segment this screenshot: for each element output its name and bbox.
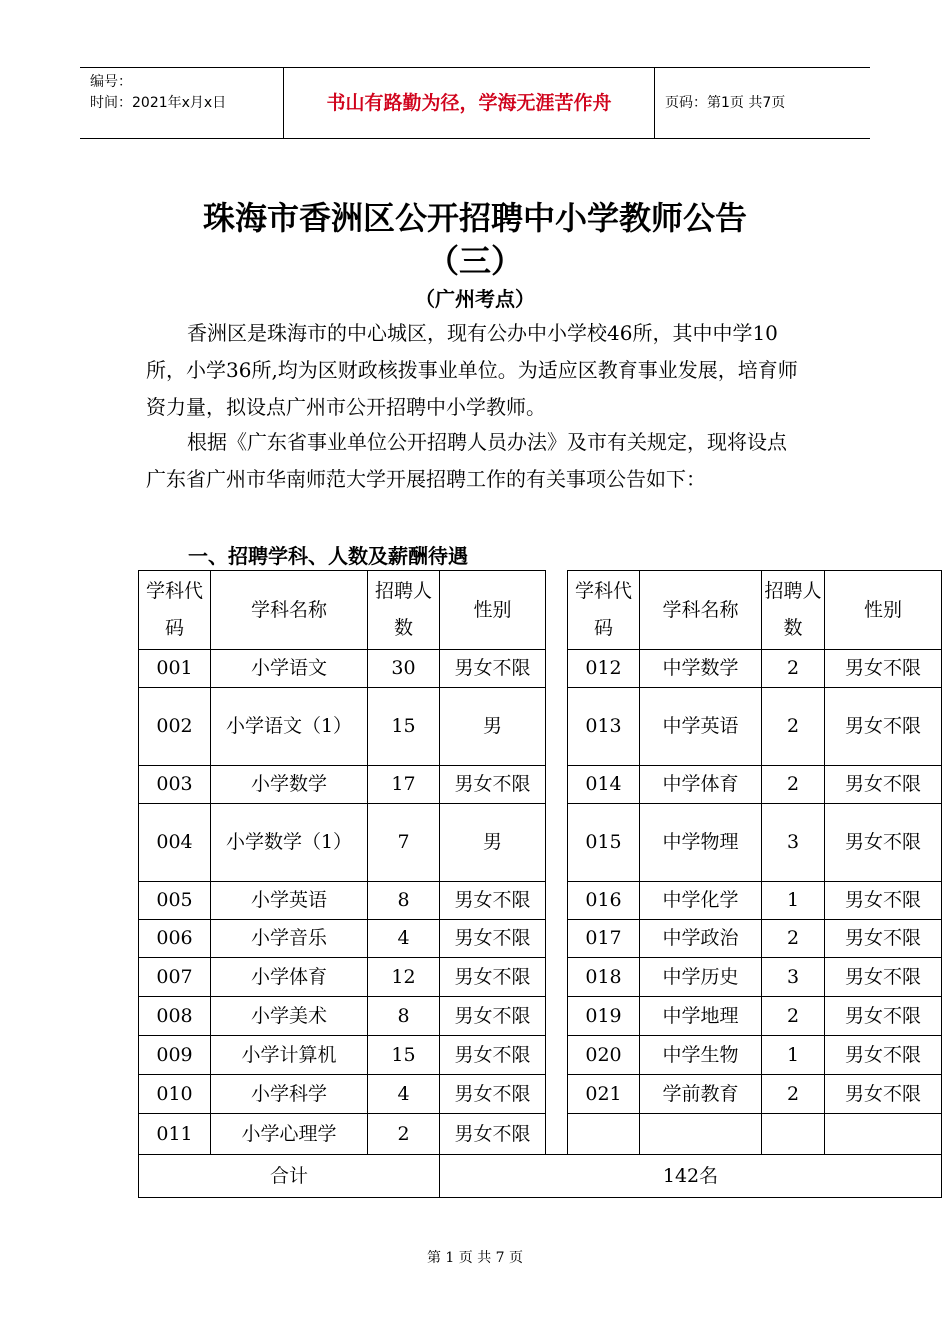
document-subtitle: （广州考点） xyxy=(415,287,535,311)
subject-code: 015 xyxy=(568,804,640,882)
subject-name: 中学英语 xyxy=(640,688,762,766)
gender: 男女不限 xyxy=(825,650,942,688)
table-row xyxy=(139,804,942,882)
subject-code: 014 xyxy=(568,766,640,804)
subject-name: 小学语文 xyxy=(211,650,368,688)
header-gender: 性别 xyxy=(440,571,546,650)
gender: 男女不限 xyxy=(440,920,546,958)
table-header-row xyxy=(139,571,942,650)
subject-name: 小学音乐 xyxy=(211,920,368,958)
document-title: 珠海市香洲区公开招聘中小学教师公告 xyxy=(202,199,747,237)
recruit-count: 1 xyxy=(762,1036,825,1075)
total-value: 142名 xyxy=(440,1155,942,1198)
header-count: 招聘人数 xyxy=(762,571,825,650)
recruit-count: 2 xyxy=(762,650,825,688)
subject-name: 中学物理 xyxy=(640,804,762,882)
header-subject-code: 学科代码 xyxy=(139,571,211,650)
subject-code: 013 xyxy=(568,688,640,766)
subject-code: 008 xyxy=(139,997,211,1036)
recruit-count: 2 xyxy=(762,688,825,766)
column-gap xyxy=(546,882,568,920)
table-row xyxy=(139,650,942,688)
recruit-count: 12 xyxy=(368,958,440,997)
header-subject-name: 学科名称 xyxy=(211,571,368,650)
subject-code: 018 xyxy=(568,958,640,997)
column-gap xyxy=(546,958,568,997)
gender: 男女不限 xyxy=(825,804,942,882)
column-gap xyxy=(546,571,568,650)
recruit-count: 4 xyxy=(368,920,440,958)
subject-name: 小学科学 xyxy=(211,1075,368,1114)
gender: 男女不限 xyxy=(440,958,546,997)
gender: 男女不限 xyxy=(825,997,942,1036)
basis-paragraph: 根据《广东省事业单位公开招聘人员办法》及市有关规定，现将设点广东省广州市华南师范大学开展招聘工作的有关事项公告如下： xyxy=(146,430,787,491)
column-gap xyxy=(546,997,568,1036)
gender: 男女不限 xyxy=(825,882,942,920)
header-page-info: 页码：第1页 共7页 xyxy=(665,95,786,111)
header-subject-code: 学科代码 xyxy=(568,571,640,650)
gender xyxy=(825,1114,942,1155)
table-row xyxy=(139,958,942,997)
subject-code: 002 xyxy=(139,688,211,766)
header-meta xyxy=(80,68,283,138)
subject-name: 中学数学 xyxy=(640,650,762,688)
page-header xyxy=(80,67,870,139)
recruit-count: 2 xyxy=(762,766,825,804)
table-row xyxy=(139,1114,942,1155)
gender: 男女不限 xyxy=(825,1036,942,1075)
table-row xyxy=(139,882,942,920)
subject-code: 004 xyxy=(139,804,211,882)
recruit-count: 8 xyxy=(368,997,440,1036)
subject-code: 001 xyxy=(139,650,211,688)
subject-name: 中学地理 xyxy=(640,997,762,1036)
header-subject-name: 学科名称 xyxy=(640,571,762,650)
column-gap xyxy=(546,766,568,804)
recruit-count xyxy=(762,1114,825,1155)
gender: 男 xyxy=(440,688,546,766)
subject-name: 小学语文（1） xyxy=(211,688,368,766)
header-gender: 性别 xyxy=(825,571,942,650)
recruit-count: 15 xyxy=(368,1036,440,1075)
subject-code: 010 xyxy=(139,1075,211,1114)
table-row xyxy=(139,997,942,1036)
subject-code: 009 xyxy=(139,1036,211,1075)
subject-name: 中学历史 xyxy=(640,958,762,997)
gender: 男女不限 xyxy=(825,920,942,958)
subject-name: 中学体育 xyxy=(640,766,762,804)
recruit-count: 2 xyxy=(762,1075,825,1114)
gender: 男女不限 xyxy=(825,958,942,997)
subject-code: 003 xyxy=(139,766,211,804)
gender: 男女不限 xyxy=(440,882,546,920)
subject-name: 小学英语 xyxy=(211,882,368,920)
column-gap xyxy=(546,1075,568,1114)
subject-name xyxy=(640,1114,762,1155)
column-gap xyxy=(546,804,568,882)
column-gap xyxy=(546,1114,568,1155)
column-gap xyxy=(546,920,568,958)
subject-code: 011 xyxy=(139,1114,211,1155)
subject-code: 006 xyxy=(139,920,211,958)
subject-name: 小学数学（1） xyxy=(211,804,368,882)
table-row xyxy=(139,766,942,804)
gender: 男女不限 xyxy=(825,1075,942,1114)
subject-code: 012 xyxy=(568,650,640,688)
recruit-count: 2 xyxy=(762,997,825,1036)
number-label: 编号： xyxy=(90,74,132,90)
subject-code: 020 xyxy=(568,1036,640,1075)
gender: 男女不限 xyxy=(440,1036,546,1075)
table-row xyxy=(139,1075,942,1114)
subject-name: 学前教育 xyxy=(640,1075,762,1114)
subject-name: 中学生物 xyxy=(640,1036,762,1075)
recruit-count: 8 xyxy=(368,882,440,920)
column-gap xyxy=(546,1036,568,1075)
subject-code: 019 xyxy=(568,997,640,1036)
gender: 男女不限 xyxy=(440,1114,546,1155)
gender: 男女不限 xyxy=(440,997,546,1036)
recruit-count: 3 xyxy=(762,804,825,882)
column-gap xyxy=(546,688,568,766)
subject-name: 小学美术 xyxy=(211,997,368,1036)
subject-name: 小学计算机 xyxy=(211,1036,368,1075)
subject-name: 小学数学 xyxy=(211,766,368,804)
subject-code xyxy=(568,1114,640,1155)
subject-code: 007 xyxy=(139,958,211,997)
recruit-count: 1 xyxy=(762,882,825,920)
subject-name: 小学心理学 xyxy=(211,1114,368,1155)
document-title-number: （三） xyxy=(426,242,523,280)
subject-code: 016 xyxy=(568,882,640,920)
column-gap xyxy=(546,650,568,688)
recruit-count: 17 xyxy=(368,766,440,804)
total-label: 合计 xyxy=(139,1155,440,1198)
subject-name: 中学政治 xyxy=(640,920,762,958)
table-row xyxy=(139,1036,942,1075)
gender: 男女不限 xyxy=(440,650,546,688)
subject-name: 中学化学 xyxy=(640,882,762,920)
gender: 男 xyxy=(440,804,546,882)
recruit-count: 2 xyxy=(762,920,825,958)
subject-code: 021 xyxy=(568,1075,640,1114)
header-count: 招聘人数 xyxy=(368,571,440,650)
gender: 男女不限 xyxy=(440,766,546,804)
gender: 男女不限 xyxy=(825,766,942,804)
page-footer: 第 1 页 共 7 页 xyxy=(426,1250,524,1266)
table-row xyxy=(139,688,942,766)
recruit-count: 4 xyxy=(368,1075,440,1114)
header-motto: 书山有路勤为径，学海无涯苦作舟 xyxy=(283,68,655,138)
section-heading: 一、招聘学科、人数及薪酬待遇 xyxy=(188,544,468,568)
subject-name: 小学体育 xyxy=(211,958,368,997)
recruit-count: 2 xyxy=(368,1114,440,1155)
gender: 男女不限 xyxy=(825,688,942,766)
table-row xyxy=(139,920,942,958)
recruit-count: 15 xyxy=(368,688,440,766)
recruitment-table xyxy=(138,570,942,1198)
recruit-count: 30 xyxy=(368,650,440,688)
table-total-row xyxy=(139,1155,942,1198)
subject-code: 005 xyxy=(139,882,211,920)
recruit-count: 3 xyxy=(762,958,825,997)
recruit-count: 7 xyxy=(368,804,440,882)
gender: 男女不限 xyxy=(440,1075,546,1114)
subject-code: 017 xyxy=(568,920,640,958)
intro-paragraph: 香洲区是珠海市的中心城区，现有公办中小学校46所，其中中学10所，小学36所,均为区财政核拨事业单位。为适应区教育事业发展，培育师资力量，拟设点广州市公开招聘中小学教师。 xyxy=(146,321,798,419)
date-label: 时间：2021年x月x日 xyxy=(90,95,227,111)
